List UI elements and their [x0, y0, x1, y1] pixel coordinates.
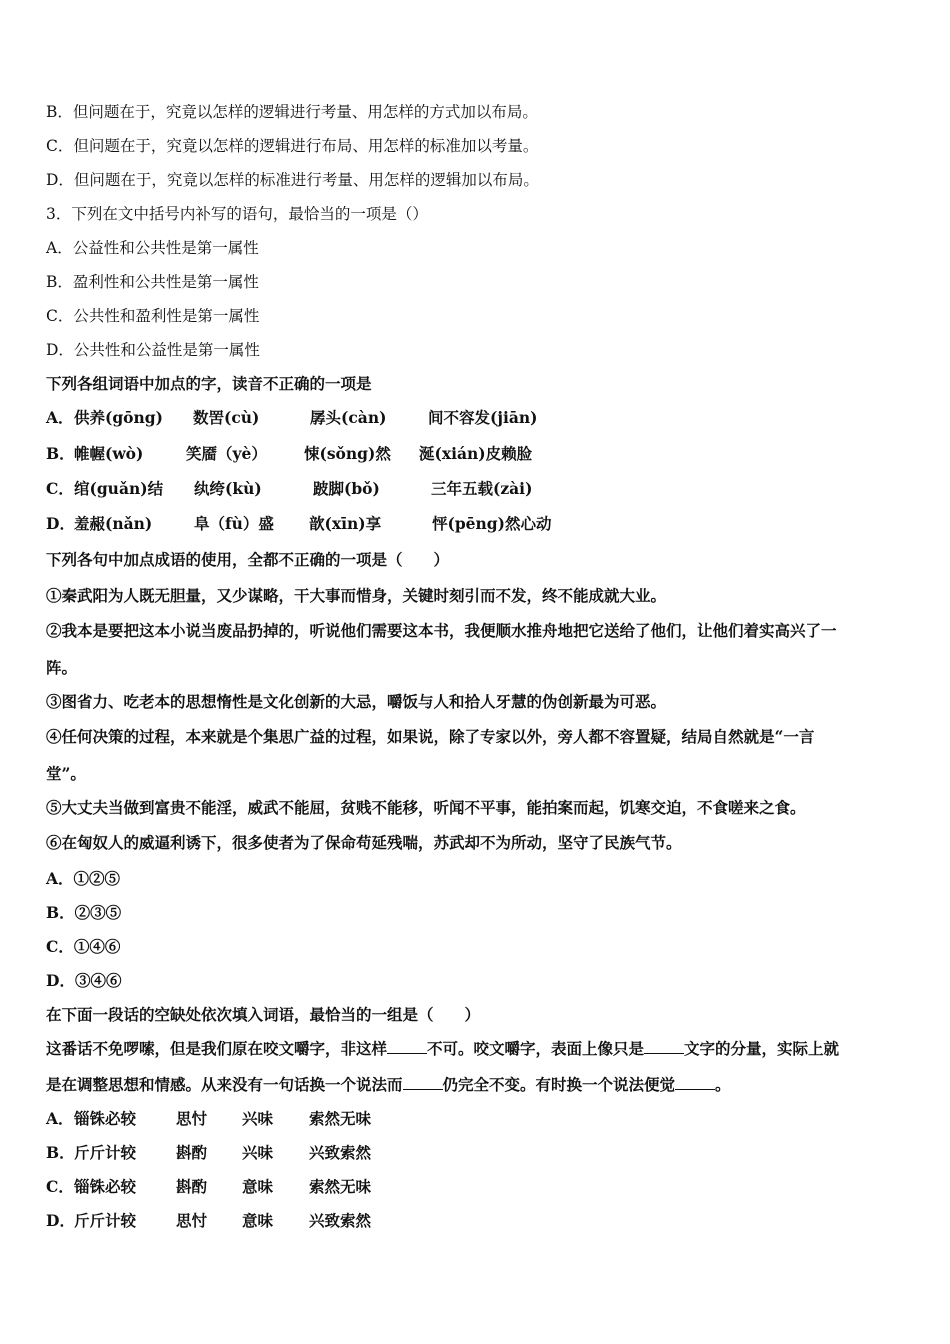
word-item: 意味	[242, 1177, 274, 1196]
word-item: 索然无味	[309, 1109, 372, 1128]
option-label: A．	[46, 1109, 74, 1128]
q2-option-b: B．但问题在于，究竟以怎样的逻辑进行考量、用怎样的方式加以布局。	[46, 103, 538, 121]
q4-option-b	[46, 444, 532, 464]
q5-sentence-4-cont: 堂”。	[46, 764, 86, 783]
fill-blank-4[interactable]	[675, 1075, 715, 1090]
word-item: 斤斤计较	[74, 1211, 137, 1230]
q4-option-d	[46, 514, 551, 534]
q5-stem: 下列各句中加点成语的使用，全都不正确的一项是（ ）	[46, 550, 450, 569]
option-label: C．	[46, 1177, 74, 1196]
word-item: 三年五载(zài)	[431, 479, 533, 498]
q5-sentence-2: ②我本是要把这本小说当废品扔掉的，听说他们需要这本书，我便顺水推舟地把它送给了他们，让他们着实高兴了一	[46, 621, 837, 640]
word-item: 笑靥（yè）	[186, 444, 267, 463]
word-item: 悚(sǒng)然	[304, 444, 391, 463]
q3-option-c: C．公共性和盈利性是第一属性	[46, 307, 260, 325]
q4-stem: 下列各组词语中加点的字，读音不正确的一项是	[46, 374, 372, 393]
q3-stem: 3．下列在文中括号内补写的语句，最恰当的一项是（）	[46, 205, 428, 223]
word-item: 锱铢必较	[74, 1109, 137, 1128]
word-item: 锱铢必较	[74, 1177, 137, 1196]
word-item: 歆(xīn)享	[309, 514, 382, 533]
q6-stem: 在下面一段话的空缺处依次填入词语，最恰当的一组是（ ）	[46, 1005, 481, 1024]
q5-option-c: C．①④⑥	[46, 937, 121, 956]
word-item: 帷幄(wò)	[74, 444, 144, 463]
q4-option-c	[46, 479, 532, 499]
q6-passage-line-2: 是在调整思想和情感。从来没有一句话换一个说法而 仍完全不变。有时换一个说法便觉 。	[46, 1075, 731, 1094]
word-item: 斟酌	[176, 1143, 208, 1162]
q5-sentence-1: ①秦武阳为人既无胆量，又少谋略，干大事而惜身，关键时刻引而不发，终不能成就大业。	[46, 586, 667, 605]
word-item: 兴致索然	[309, 1143, 372, 1162]
q5-option-a: A．①②⑤	[46, 869, 121, 888]
fill-blank-1[interactable]	[387, 1039, 427, 1054]
q2-option-d: D．但问题在于，究竟以怎样的标准进行考量、用怎样的逻辑加以布局。	[46, 171, 539, 189]
option-label: C．	[46, 479, 74, 498]
word-item: 阜（fù）盛	[194, 514, 274, 533]
word-item: 斟酌	[176, 1177, 208, 1196]
option-label: D．	[46, 1211, 75, 1230]
q3-option-d: D．公共性和公益性是第一属性	[46, 341, 260, 359]
word-item: 间不容发(jiān)	[428, 408, 538, 427]
word-item: 供养(gōng)	[74, 408, 163, 427]
word-item: 索然无味	[309, 1177, 372, 1196]
q5-sentence-5: ⑤大丈夫当做到富贵不能淫，威武不能屈，贫贱不能移，听闻不平事，能拍案而起，饥寒交迫，不食嗟来之食。	[46, 798, 806, 817]
q5-sentence-2-cont: 阵。	[46, 658, 78, 677]
q5-sentence-3: ③图省力、吃老本的思想惰性是文化创新的大忌，嚼饭与人和拾人牙慧的伪创新最为可恶。	[46, 692, 667, 711]
word-item: 孱头(càn)	[310, 408, 387, 427]
q5-option-d: D．③④⑥	[46, 971, 122, 990]
option-label: B．	[46, 444, 75, 463]
word-item: 意味	[242, 1211, 274, 1230]
option-label: B．	[46, 1143, 75, 1162]
q4-option-a	[46, 408, 537, 428]
q6-option-d	[46, 1211, 371, 1231]
q2-option-c: C．但问题在于，究竟以怎样的逻辑进行布局、用怎样的标准加以考量。	[46, 137, 539, 155]
q6-option-b	[46, 1143, 371, 1163]
word-item: 思忖	[176, 1109, 208, 1128]
option-label: A．	[46, 408, 74, 427]
fill-blank-3[interactable]	[403, 1075, 443, 1090]
word-item: 兴味	[242, 1109, 274, 1128]
q5-option-b: B．②③⑤	[46, 903, 122, 922]
q5-sentence-6: ⑥在匈奴人的威逼利诱下，很多使者为了保命苟延残喘，苏武却不为所动，坚守了民族气节。	[46, 833, 682, 852]
word-item: 绾(guǎn)结	[74, 479, 164, 498]
word-item: 纨绔(kù)	[194, 479, 262, 498]
word-item: 思忖	[176, 1211, 208, 1230]
option-label: D．	[46, 514, 75, 533]
word-item: 兴味	[242, 1143, 274, 1162]
q6-option-a	[46, 1109, 371, 1129]
word-item: 羞赧(nǎn)	[74, 514, 153, 533]
word-item: 数罟(cù)	[193, 408, 260, 427]
word-item: 涎(xián)皮赖脸	[419, 444, 533, 463]
word-item: 怦(pēng)然心动	[432, 514, 552, 533]
word-item: 斤斤计较	[74, 1143, 137, 1162]
word-item: 兴致索然	[309, 1211, 372, 1230]
q3-option-a: A．公益性和公共性是第一属性	[46, 239, 259, 257]
q5-sentence-4: ④任何决策的过程，本来就是个集思广益的过程，如果说，除了专家以外，旁人都不容置疑，结局自然就是“一言	[46, 727, 815, 746]
fill-blank-2[interactable]	[644, 1039, 684, 1054]
q6-passage-line-1: 这番话不免啰嗦，但是我们原在咬文嚼字，非这样 不可。咬文嚼字，表面上像只是 文字的分量，实际上就	[46, 1039, 840, 1058]
q3-option-b: B．盈利性和公共性是第一属性	[46, 273, 259, 291]
q6-option-c	[46, 1177, 371, 1197]
word-item: 跛脚(bǒ)	[313, 479, 380, 498]
